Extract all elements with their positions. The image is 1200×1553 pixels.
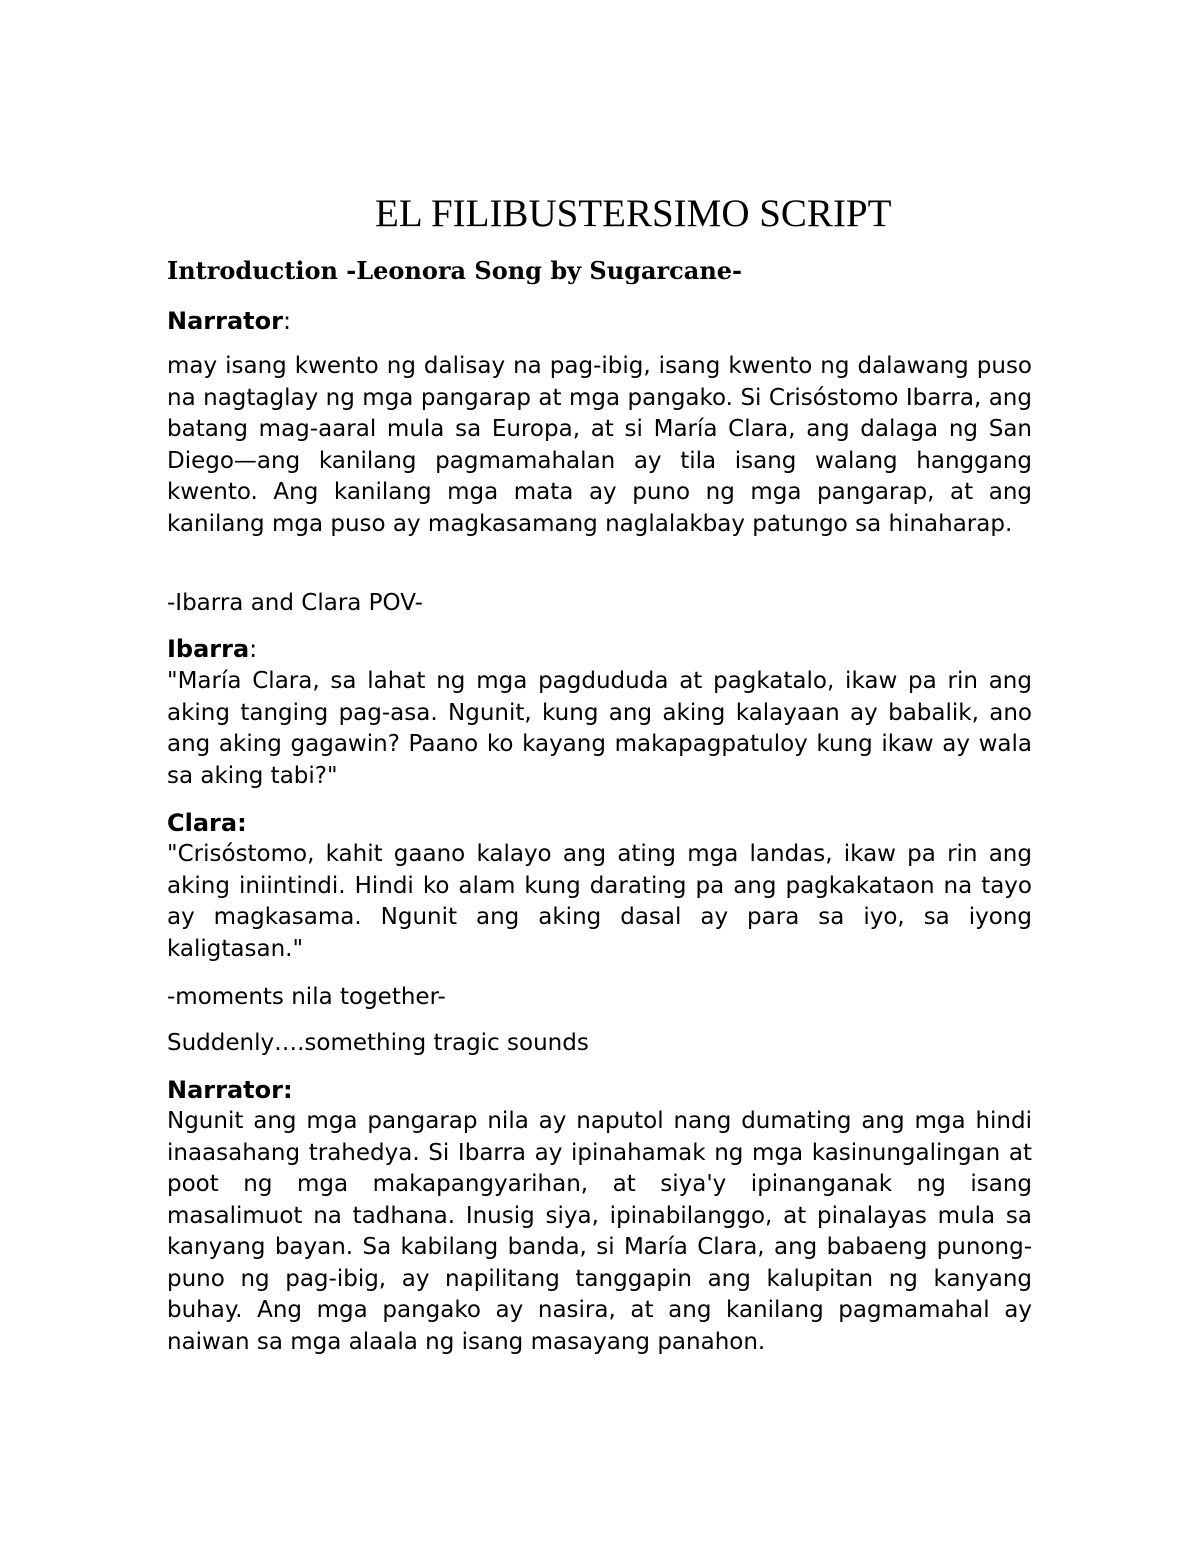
clara-label [167,807,247,839]
narrator-label-2 [167,1074,293,1106]
narrator-label-1-colon: : [282,307,292,335]
narrator-paragraph-2: Ngunit ang mga pangarap nila ay naputol nang dumating ang mga hindi inaasahang trahedya. Si Ibarra ay ipinahamak ng mga kasinungalingan at poot ng mga makapangyarihan, at siya'y ipinanganak ng isang masalimuot na tadhana. Inusig siya, ipinabilanggo, at pinalayas mula sa kanyang bayan. Sa kabilang banda, si María Clara, ang babaeng punong-puno ng pag-ibig, ay napilitang tanggapin ang kalupitan ng kanyang buhay. Ang mga pangako ay nasira, at ang kanilang pagmamahal ay naiwan sa mga alaala ng isang masayang panahon. [167,1108,1032,1355]
document-title: EL FILIBUSTERSIMO SCRIPT [375,192,892,235]
suddenly-note: Suddenly….something tragic sounds [167,1030,589,1056]
narrator-label-2-name: Narrator: [167,1076,293,1104]
pov-note: -Ibarra and Clara POV- [167,590,423,616]
narrator-paragraph-1: may isang kwento ng dalisay na pag-ibig, isang kwento ng dalawang puso na nagtaglay ng mga pangarap at mga pangako. Si Crisóstomo Ibarra, ang batang mag-aaral mula sa Europa, at si María Clara, ang dalaga ng San Diego—ang kanilang pagmamahalan ay tila isang walang hanggang kwento. Ang kanilang mga mata ay puno ng mga pangarap, at ang kanilang mga puso ay magkasamang naglalakbay patungo sa hinaharap. [167,353,1032,537]
introduction-heading: Introduction -Leonora Song by Sugarcane- [167,256,743,285]
ibarra-dialogue: "María Clara, sa lahat ng mga pagdududa at pagkatalo, ikaw pa rin ang aking tanging pag-asa. Ngunit, kung ang aking kalayaan ay babalik, ano ang aking gagawin? Paano ko kayang makapagpatuloy kung ikaw ay wala sa aking tabi?" [167,668,1032,789]
ibarra-label-name: Ibarra [167,635,250,663]
narrator-label-1 [167,305,291,337]
ibarra-label-colon: : [249,635,258,663]
ibarra-label [167,633,257,665]
clara-label-name: Clara: [167,809,247,837]
narrator-label-1-name: Narrator [167,307,283,335]
moments-note: -moments nila together- [167,984,446,1010]
clara-dialogue: "Crisóstomo, kahit gaano kalayo ang ating mga landas, ikaw pa rin ang aking iniintindi. Hindi ko alam kung darating pa ang pagkakataon na tayo ay magkasama. Ngunit ang aking dasal ay para sa iyo, sa iyong kaligtasan." [167,841,1032,962]
